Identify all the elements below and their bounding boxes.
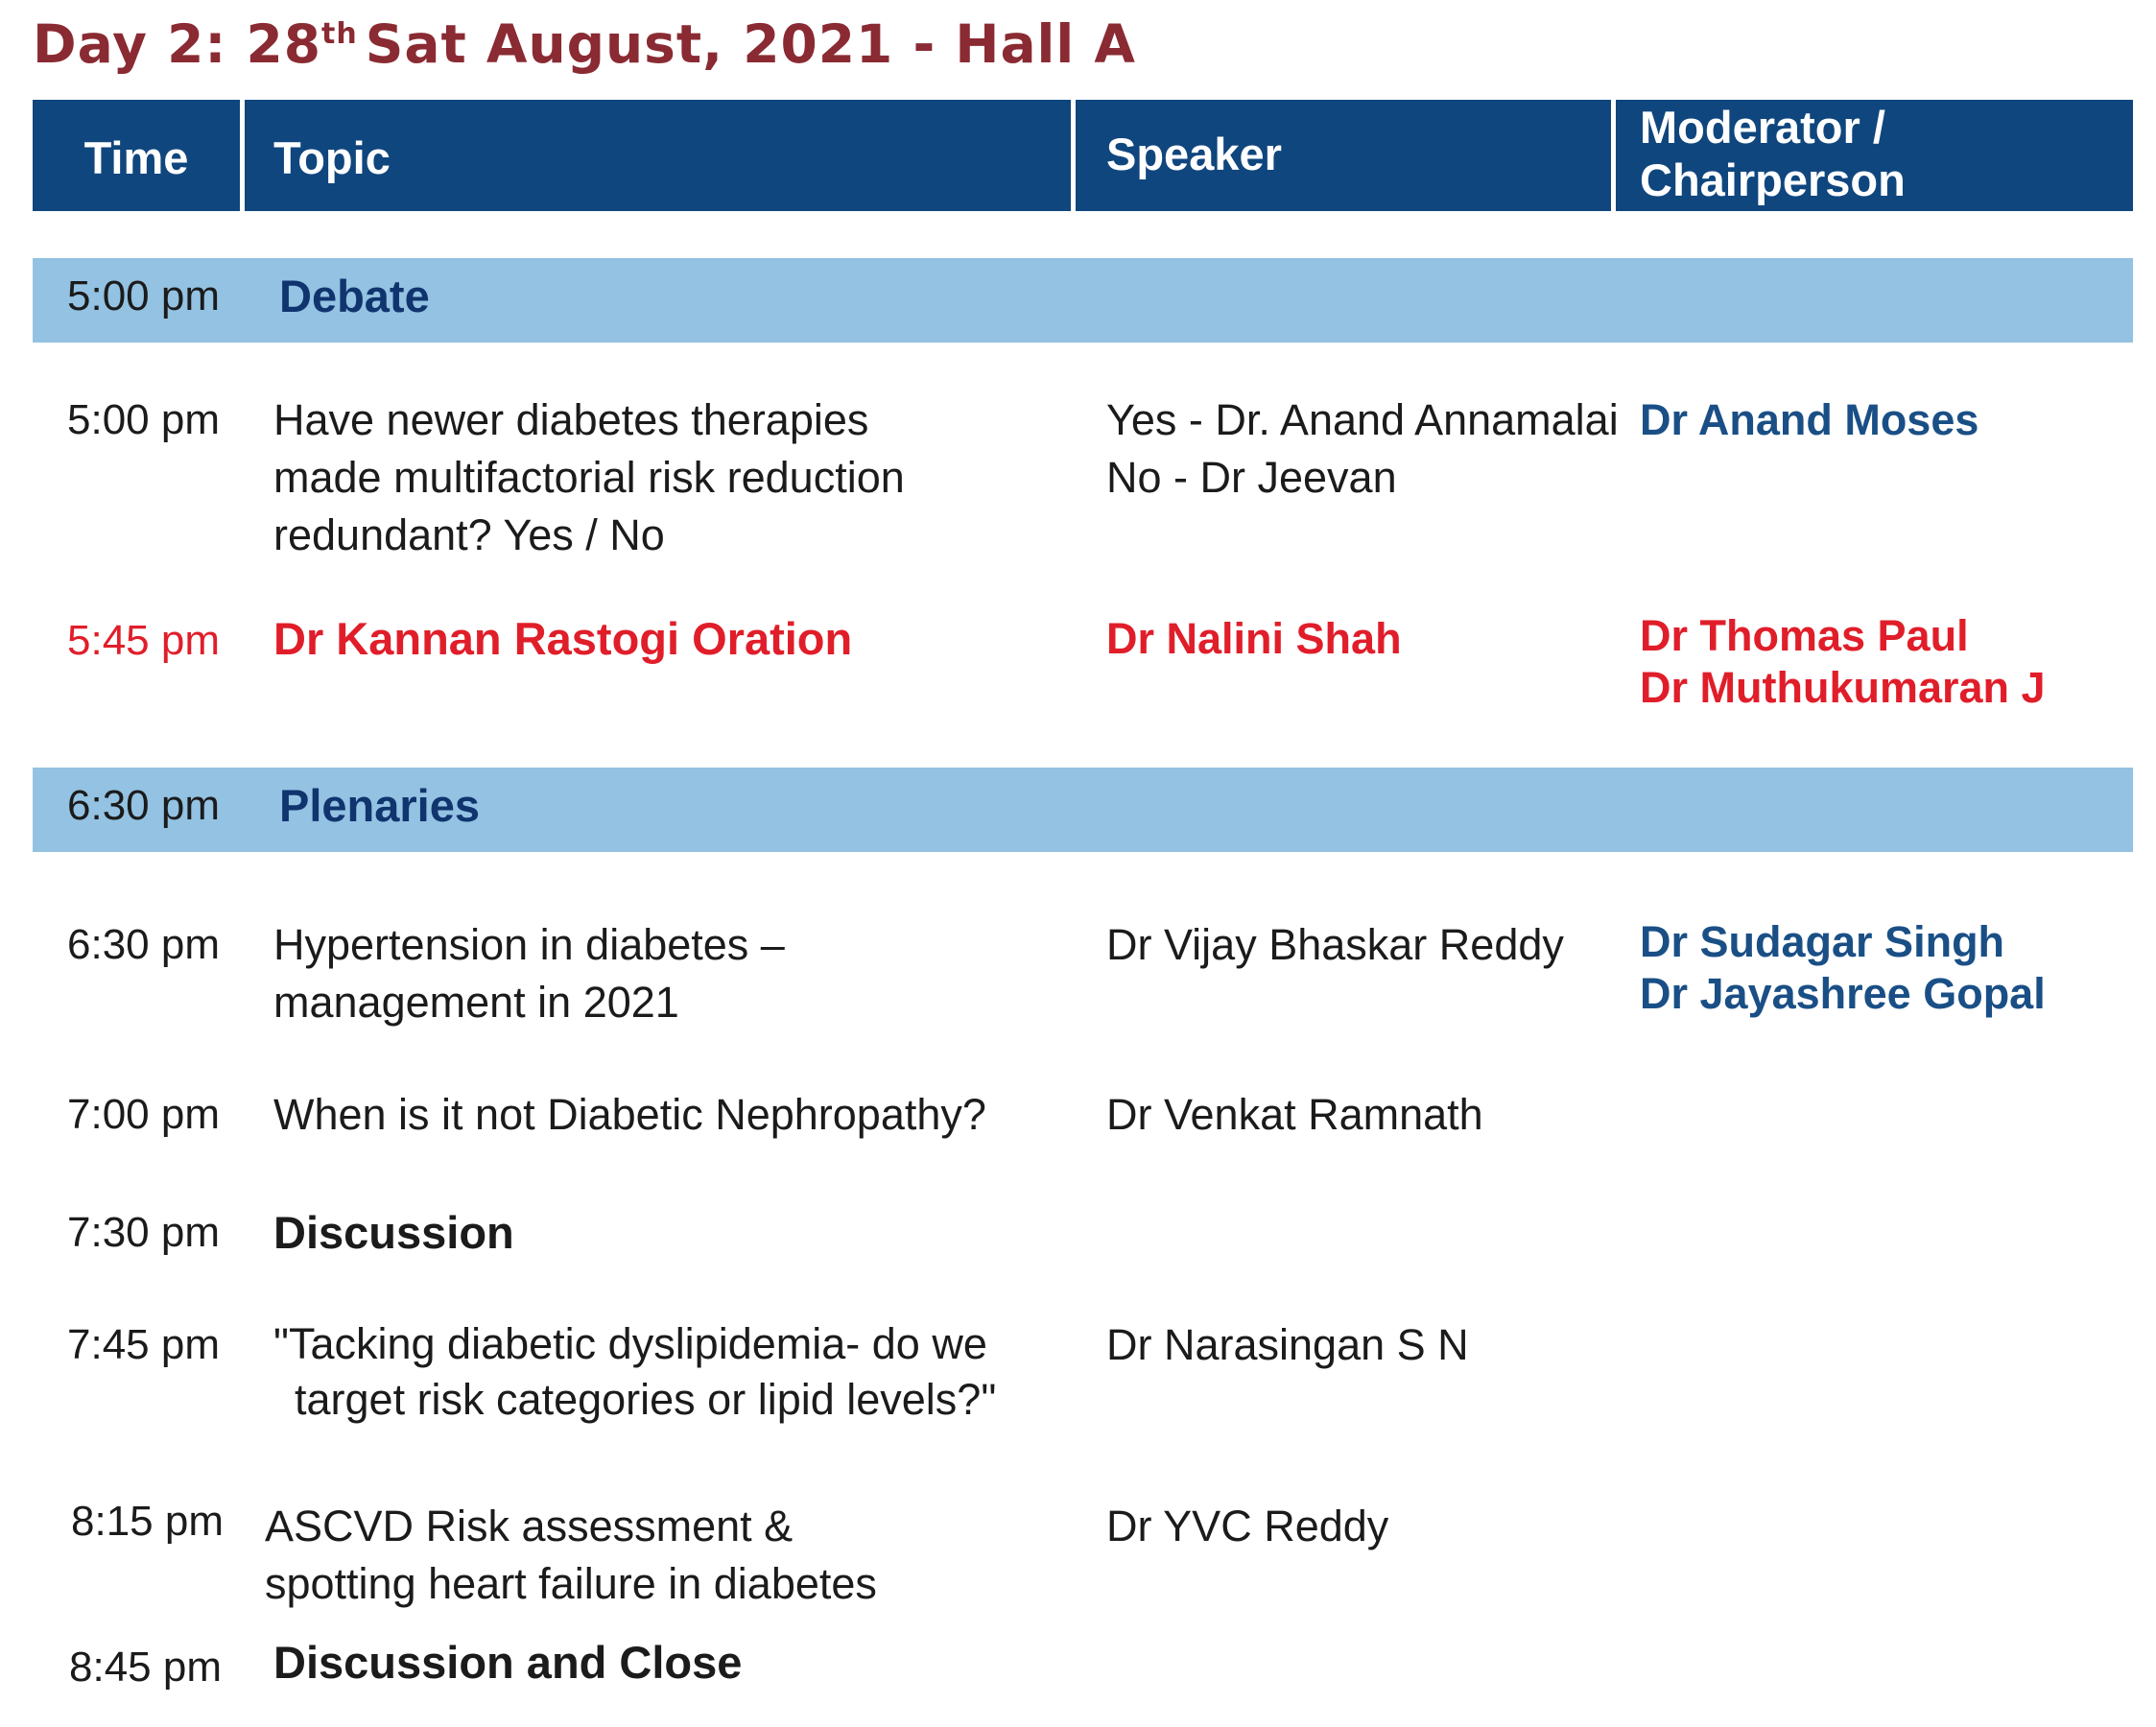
row-speaker <box>1106 610 1402 668</box>
speaker-line: Dr Venkat Ramnath <box>1106 1090 1483 1139</box>
topic-line: redundant? Yes / No <box>273 510 665 559</box>
row-time: 7:45 pm <box>67 1321 220 1368</box>
row-moderator <box>1640 916 2046 1020</box>
page-title <box>33 13 1136 75</box>
row-topic <box>273 610 852 668</box>
section-time: 5:00 pm <box>67 272 220 319</box>
topic-line: management in 2021 <box>273 978 679 1027</box>
row-speaker <box>1106 391 1619 507</box>
row-time: 8:45 pm <box>69 1644 222 1691</box>
row-moderator <box>1640 391 1978 449</box>
speaker-line: Yes - Dr. Anand Annamalai <box>1106 395 1619 444</box>
row-speaker <box>1106 1498 1388 1555</box>
row-moderator <box>1640 610 2046 714</box>
moderator-line: Dr Jayashree Gopal <box>1640 969 2046 1018</box>
section-label: Debate <box>279 271 430 321</box>
topic-line: target risk categories or lipid levels?" <box>295 1375 997 1424</box>
row-speaker <box>1106 1086 1483 1144</box>
topic-line: Hypertension in diabetes – <box>273 920 785 969</box>
topic-line: Have newer diabetes therapies <box>273 395 869 444</box>
speaker-line: Dr Vijay Bhaskar Reddy <box>1106 920 1564 969</box>
row-topic <box>273 1086 986 1144</box>
row-time: 5:00 pm <box>67 396 220 443</box>
moderator-line: Dr Thomas Paul <box>1640 611 1969 660</box>
header-topic-cell <box>245 100 1071 211</box>
topic-line: "Tacking diabetic dyslipidemia- do we <box>273 1319 987 1368</box>
section-label: Plenaries <box>279 780 481 831</box>
title-superscript: th <box>321 17 358 51</box>
topic-line: Discussion <box>273 1207 514 1258</box>
row-topic <box>273 916 785 1031</box>
title-rest: Sat August, 2021 - Hall A <box>365 13 1136 75</box>
row-time: 7:30 pm <box>67 1209 220 1256</box>
header-moderator: Moderator / Chairperson <box>1640 102 1906 205</box>
header-speaker-cell <box>1076 100 1611 211</box>
row-topic <box>273 1204 514 1262</box>
moderator-line: Dr Anand Moses <box>1640 395 1979 444</box>
row-speaker <box>1106 1316 1469 1374</box>
speaker-line: Dr Nalini Shah <box>1106 614 1402 663</box>
speaker-line: Dr YVC Reddy <box>1106 1502 1389 1550</box>
moderator-line: Dr Muthukumaran J <box>1640 663 2046 712</box>
row-topic <box>265 1498 877 1613</box>
row-time: 5:45 pm <box>67 617 220 664</box>
section-time: 6:30 pm <box>67 782 220 829</box>
header-time-cell <box>33 100 240 211</box>
header-time: Time <box>83 131 189 183</box>
row-topic <box>273 391 905 564</box>
row-topic <box>273 1316 996 1428</box>
row-topic <box>273 1634 742 1692</box>
topic-line: Discussion and Close <box>273 1637 743 1688</box>
topic-line: Dr Kannan Rastogi Oration <box>273 613 853 664</box>
topic-line: When is it not Diabetic Nephropathy? <box>273 1090 986 1139</box>
speaker-line: Dr Narasingan S N <box>1106 1320 1469 1369</box>
row-time: 6:30 pm <box>67 921 220 968</box>
row-time: 8:15 pm <box>71 1498 224 1545</box>
speaker-line: No - Dr Jeevan <box>1106 453 1397 502</box>
topic-line: spotting heart failure in diabetes <box>265 1559 877 1608</box>
moderator-line: Dr Sudagar Singh <box>1640 917 2005 966</box>
row-speaker <box>1106 916 1564 974</box>
row-time: 7:00 pm <box>67 1091 220 1138</box>
topic-line: ASCVD Risk assessment & <box>265 1502 794 1550</box>
topic-line: made multifactorial risk reduction <box>273 453 905 502</box>
header-topic: Topic <box>273 131 391 183</box>
header-speaker: Speaker <box>1106 128 1282 179</box>
header-moderator-cell <box>1616 100 2133 211</box>
title-prefix: Day 2: 28 <box>33 13 322 75</box>
